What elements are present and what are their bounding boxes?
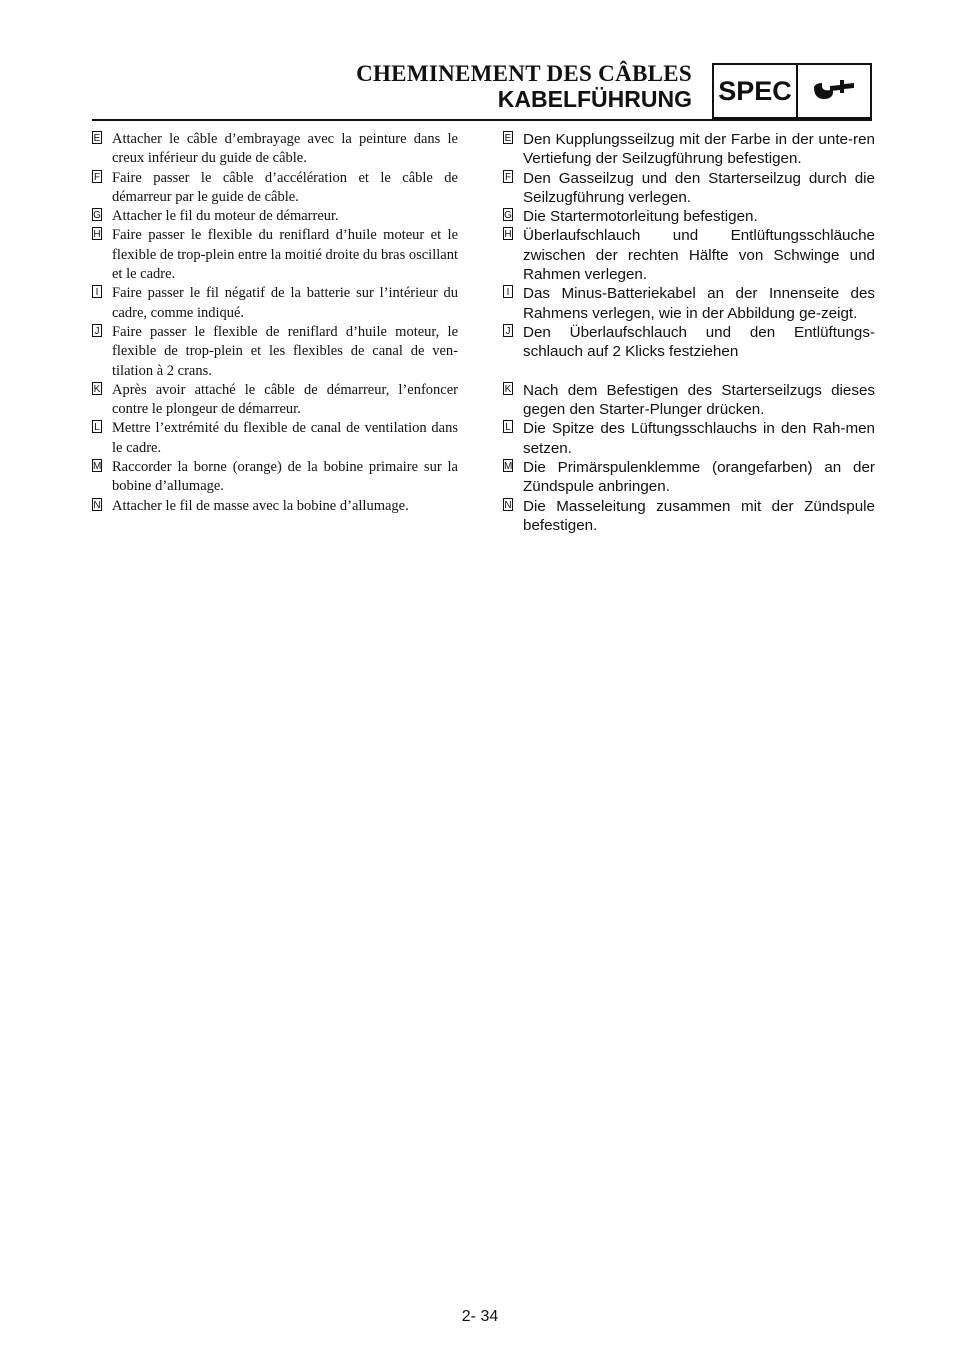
instruction-item bbox=[503, 207, 875, 226]
spec-badge bbox=[712, 63, 872, 119]
step-marker-letter: L bbox=[92, 420, 102, 433]
instruction-item bbox=[92, 419, 458, 458]
instruction-item bbox=[92, 458, 458, 497]
step-marker bbox=[503, 419, 523, 458]
step-marker-letter: G bbox=[93, 210, 101, 222]
instruction-text: Die Masseleitung zusammen mit der Zündspule befestigen. bbox=[523, 497, 875, 534]
step-marker-letter: N bbox=[504, 499, 512, 511]
step-marker bbox=[92, 458, 112, 497]
step-marker bbox=[92, 381, 112, 420]
wrench-icon bbox=[798, 65, 870, 117]
step-marker-letter: I bbox=[92, 285, 102, 298]
section-title-french: CHEMINEMENT DES CÂBLES bbox=[356, 61, 692, 86]
step-marker-letter: N bbox=[93, 499, 101, 511]
step-marker-letter: G bbox=[504, 210, 512, 222]
step-marker-letter: H bbox=[93, 229, 101, 241]
step-marker-letter: M bbox=[93, 461, 102, 473]
instruction-item bbox=[503, 130, 875, 169]
instruction-text: Die Startermotorleitung befestigen. bbox=[523, 208, 758, 226]
step-marker bbox=[503, 381, 523, 420]
instruction-text: Die Primärspulenklemme (orangefarben) an der Zündspule anbringen. bbox=[523, 459, 875, 496]
instruction-item bbox=[503, 284, 875, 323]
step-marker-letter: J bbox=[503, 324, 513, 337]
step-marker bbox=[92, 419, 112, 458]
instruction-item bbox=[92, 169, 458, 208]
step-marker bbox=[92, 323, 112, 381]
step-marker-letter: E bbox=[504, 133, 512, 144]
instruction-item bbox=[503, 323, 875, 362]
instruction-item bbox=[92, 497, 458, 516]
step-marker bbox=[503, 169, 523, 208]
step-marker bbox=[503, 323, 523, 362]
instruction-text: Faire passer le flexible du reniflard d’huile moteur et le flexible de trop-plein entre la moitié droite du bras oscillant et le cadre. bbox=[112, 227, 458, 283]
instruction-text: Raccorder la borne (orange) de la bobine primaire sur la bobine d’allumage. bbox=[112, 459, 458, 495]
instruction-text: Nach dem Befestigen des Starterseilzugs dieses gegen den Starter-Plunger drücken. bbox=[523, 381, 875, 419]
step-marker-letter: E bbox=[93, 133, 101, 144]
step-marker bbox=[503, 207, 523, 226]
spec-label: SPEC bbox=[714, 65, 798, 117]
instruction-text: Mettre l’extrémité du flexible de canal de ventilation dans le cadre. bbox=[112, 420, 458, 456]
instruction-text: Faire passer le fil négatif de la batterie sur l’intérieur du cadre, comme indiqué. bbox=[112, 285, 458, 321]
instruction-text: Attacher le fil de masse avec la bobine d’allumage. bbox=[112, 497, 409, 514]
instruction-text: Überlaufschlauch und Entlüftungsschläuche zwischen der rechten Hälfte von Schwinge und Rahmen verlegen. bbox=[523, 227, 875, 284]
instruction-text: Après avoir attaché le câble de démarreur, l’enfoncer contre le plongeur de démarreur. bbox=[112, 381, 458, 418]
step-marker-letter: H bbox=[504, 229, 512, 241]
step-marker-letter: J bbox=[92, 324, 102, 337]
instruction-text: Faire passer le flexible de reniflard d’huile moteur, le flexible de trop-plein et les flexibles de canal de ven-tilation à 2 crans. bbox=[112, 323, 458, 379]
step-marker bbox=[92, 130, 112, 169]
instruction-item bbox=[92, 207, 458, 226]
step-marker bbox=[92, 284, 112, 323]
instruction-text: Attacher le fil du moteur de démarreur. bbox=[112, 208, 339, 225]
step-marker-letter: L bbox=[503, 420, 513, 433]
instruction-text: Attacher le câble d’embrayage avec la peinture dans le creux inférieur du guide de câble. bbox=[112, 131, 458, 167]
instruction-item bbox=[503, 419, 875, 458]
step-marker bbox=[92, 169, 112, 208]
step-marker bbox=[503, 497, 523, 536]
step-marker bbox=[503, 284, 523, 323]
step-marker-letter: M bbox=[504, 461, 513, 473]
instruction-text: Den Gasseilzug und den Starterseilzug durch die Seilzugführung verlegen. bbox=[523, 169, 875, 206]
instruction-item bbox=[92, 284, 458, 323]
instruction-item bbox=[503, 381, 875, 420]
instruction-item bbox=[92, 381, 458, 420]
instruction-item bbox=[503, 169, 875, 208]
instruction-text: Den Kupplungsseilzug mit der Farbe in der unte-ren Vertiefung der Seilzugführung befestigen. bbox=[523, 131, 875, 168]
instruction-item bbox=[503, 497, 875, 536]
instruction-text: Den Überlaufschlauch und den Entlüftungs-schlauch auf 2 Klicks festziehen bbox=[523, 323, 875, 361]
step-marker-letter: K bbox=[93, 383, 101, 395]
paragraph-gap bbox=[503, 362, 875, 381]
step-marker-letter: I bbox=[503, 285, 513, 298]
step-marker bbox=[92, 497, 112, 516]
instruction-item bbox=[92, 130, 458, 169]
french-instructions bbox=[92, 130, 458, 516]
instruction-text: Faire passer le câble d’accélération et le câble de démarreur par le guide de câble. bbox=[112, 169, 458, 205]
step-marker bbox=[92, 226, 112, 284]
step-marker bbox=[503, 458, 523, 497]
instruction-text: Die Spitze des Lüftungsschlauchs in den Rah-men setzen. bbox=[523, 420, 875, 457]
instruction-text: Das Minus-Batteriekabel an der Innenseite des Rahmens verlegen, wie in der Abbildung ge-zeigt. bbox=[523, 285, 875, 322]
step-marker-letter: K bbox=[504, 383, 512, 395]
header-divider bbox=[92, 119, 872, 121]
instruction-item bbox=[503, 226, 875, 284]
step-marker-letter: F bbox=[504, 171, 512, 183]
page-number: 2- 34 bbox=[461, 1308, 499, 1325]
step-marker-letter: F bbox=[93, 171, 101, 183]
instruction-item bbox=[92, 226, 458, 284]
step-marker bbox=[92, 207, 112, 226]
instruction-item bbox=[92, 323, 458, 381]
step-marker bbox=[503, 226, 523, 284]
instruction-item bbox=[503, 458, 875, 497]
german-instructions bbox=[503, 130, 875, 535]
section-title-german: KABELFÜHRUNG bbox=[497, 86, 692, 112]
step-marker bbox=[503, 130, 523, 169]
